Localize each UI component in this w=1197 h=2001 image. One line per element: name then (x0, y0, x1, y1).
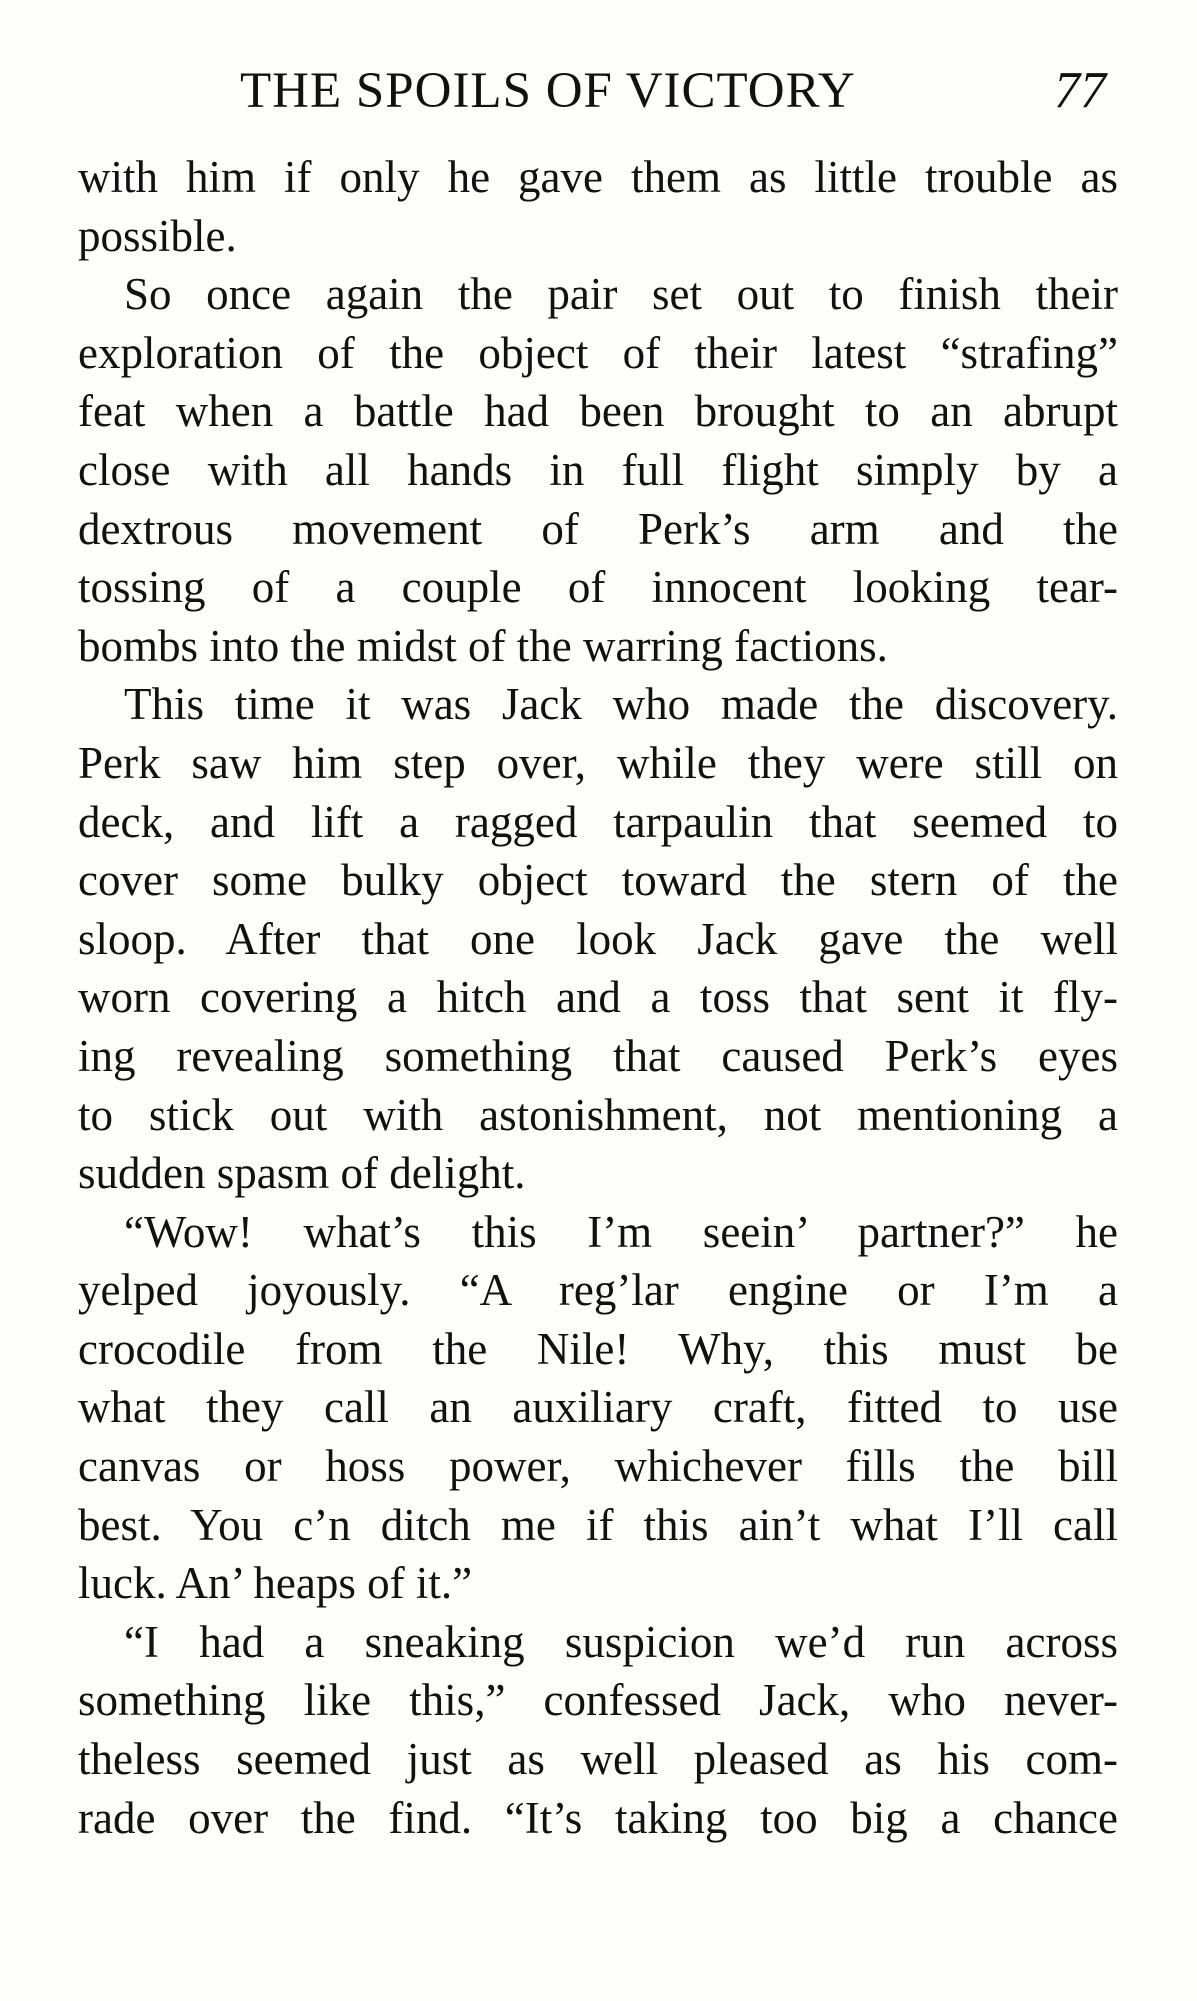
page-number: 77 (1054, 62, 1106, 119)
text-line: “I had a sneaking suspicion we’d run across (124, 1616, 1118, 1667)
text-line: ing revealing something that caused Perk’s eyes (78, 1030, 1118, 1081)
text-line: theless seemed just as well pleased as his com- (78, 1734, 1118, 1785)
text-line: close with all hands in full flight simply by a (78, 444, 1118, 495)
text-line: Perk saw him step over, while they were still on (78, 737, 1118, 788)
text-line: exploration of the object of their latest “strafing” (78, 327, 1118, 378)
running-head (78, 56, 1118, 126)
text-line: tossing of a couple of innocent looking tear- (78, 562, 1118, 613)
chapter-title: THE SPOILS OF VICTORY (240, 63, 856, 119)
text-line: sudden spasm of delight. (78, 1148, 526, 1199)
text-line: bombs into the midst of the warring factions. (78, 620, 888, 671)
text-line: yelped joyously. “A reg’lar engine or I’m a (78, 1265, 1118, 1316)
text-line: “Wow! what’s this I’m seein’ partner?” he (124, 1206, 1118, 1257)
text-line: crocodile from the Nile! Why, this must be (78, 1323, 1118, 1374)
text-line: rade over the find. “It’s taking too big a chance (78, 1792, 1118, 1843)
text-line: deck, and lift a ragged tarpaulin that seemed to (78, 796, 1118, 847)
text-line: to stick out with astonishment, not mentioning a (78, 1089, 1118, 1140)
text-line: dextrous movement of Perk’s arm and the (78, 503, 1118, 554)
text-line: something like this,” confessed Jack, who never- (78, 1675, 1118, 1726)
text-line: So once again the pair set out to finish their (124, 269, 1118, 320)
text-line: cover some bulky object toward the stern of the (78, 855, 1118, 906)
text-line: This time it was Jack who made the discovery. (124, 679, 1118, 730)
text-line: feat when a battle had been brought to an abrupt (78, 386, 1118, 437)
text-line: with him if only he gave them as little trouble as (78, 152, 1118, 202)
text-line: sloop. After that one look Jack gave the well (78, 913, 1118, 964)
text-line: possible. (78, 210, 237, 261)
text-line: best. You c’n ditch me if this ain’t what I’ll call (78, 1499, 1118, 1550)
text-line: luck. An’ heaps of it.” (78, 1558, 473, 1609)
text-line: canvas or hoss power, whichever fills the bill (78, 1441, 1118, 1492)
text-line: what they call an auxiliary craft, fitted to use (78, 1382, 1118, 1433)
text-line: worn covering a hitch and a toss that sent it fly- (78, 972, 1118, 1023)
body-text (78, 148, 1118, 1847)
